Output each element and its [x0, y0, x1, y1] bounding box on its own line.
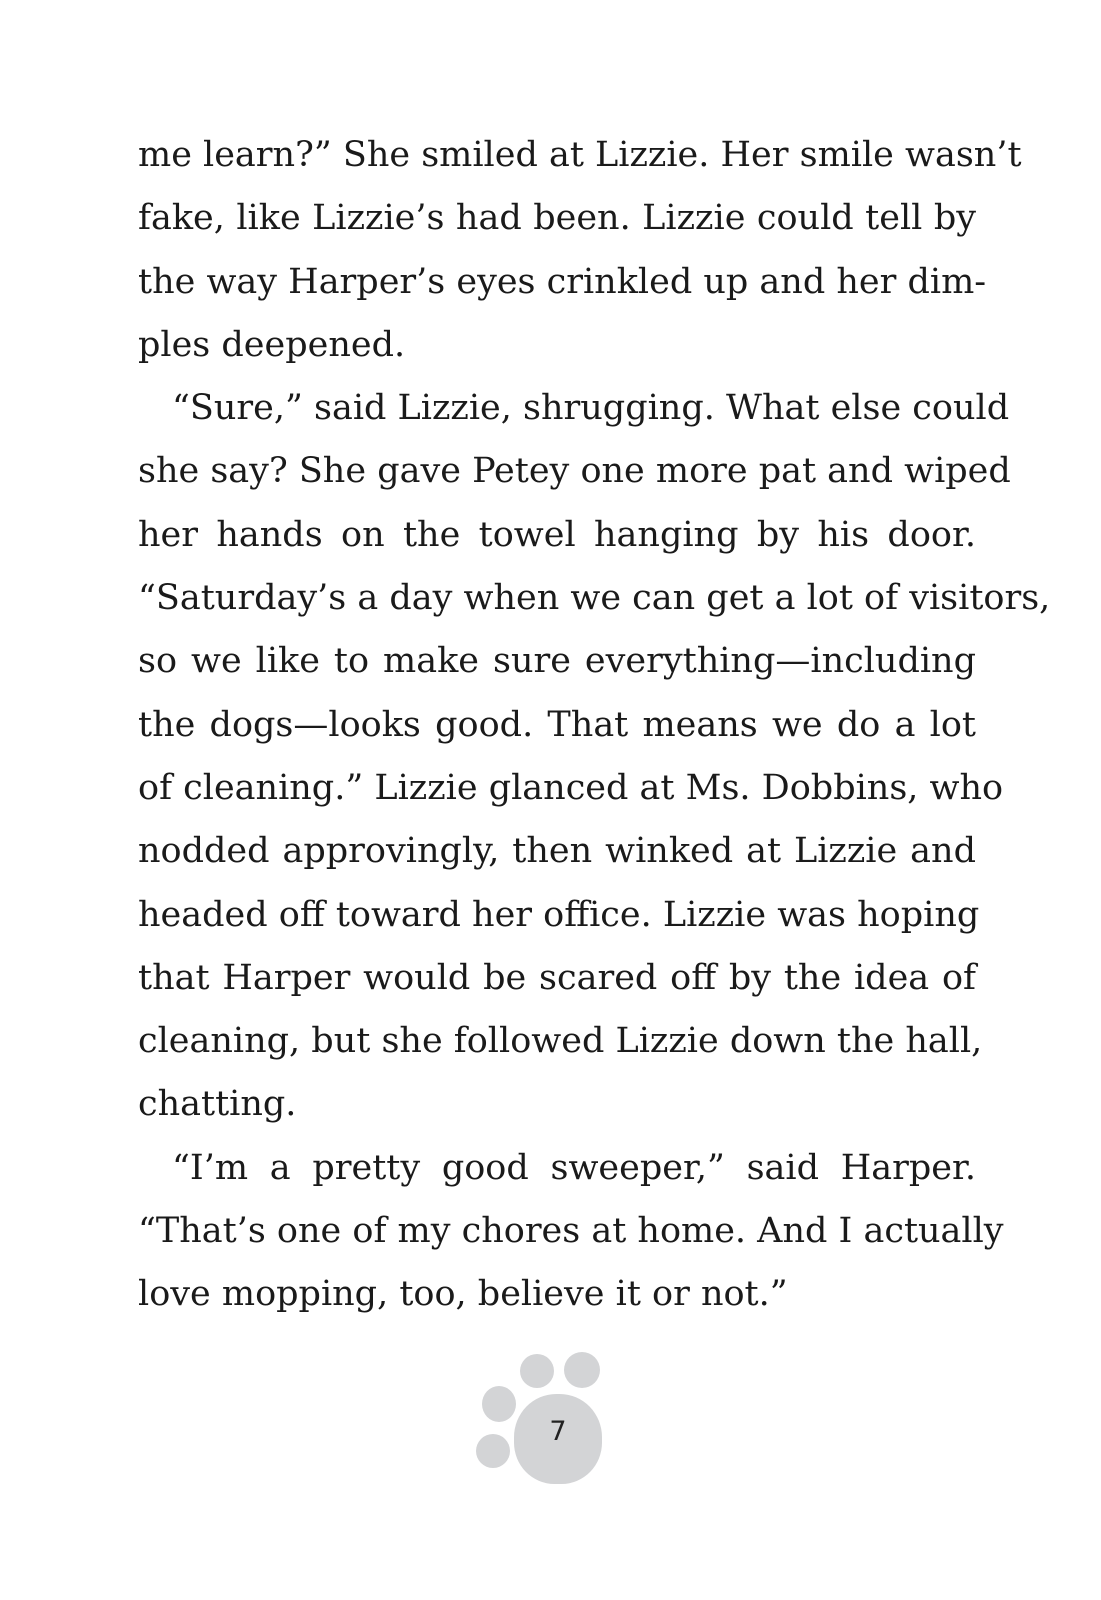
text-line: the way Harper’s eyes crinkled up and her dim-: [138, 261, 987, 302]
text-line: she say? She gave Petey one more pat and wiped: [138, 451, 1011, 492]
body-text: [138, 124, 1051, 1327]
text-line: her hands on the towel hanging by his door.: [138, 514, 976, 555]
text-line: fake, like Lizzie’s had been. Lizzie could tell by: [138, 198, 976, 239]
text-line: chatting.: [138, 1084, 297, 1125]
text-line: “Saturday’s a day when we can get a lot of visitors,: [138, 578, 1051, 619]
text-line: “I’m a pretty good sweeper,” said Harper.: [172, 1147, 976, 1188]
page-number: 7: [549, 1416, 567, 1447]
paw-toe: [476, 1434, 510, 1468]
text-line: me learn?” She smiled at Lizzie. Her smile wasn’t: [138, 135, 1022, 175]
text-line: headed off toward her office. Lizzie was hoping: [138, 894, 980, 935]
text-line: cleaning, but she followed Lizzie down the hall,: [138, 1021, 983, 1062]
text-line: nodded approvingly, then winked at Lizzie and: [138, 831, 976, 872]
text-line: love mopping, too, believe it or not.”: [138, 1274, 788, 1315]
paw-toe: [482, 1386, 516, 1422]
paw-print-icon: [472, 1350, 606, 1486]
text-line: so we like to make sure everything—including: [138, 641, 976, 682]
text-line: ples deepened.: [138, 324, 406, 365]
text-line: of cleaning.” Lizzie glanced at Ms. Dobbins, who: [138, 767, 1004, 808]
paw-toe: [520, 1354, 554, 1388]
text-line: “Sure,” said Lizzie, shrugging. What else could: [172, 388, 1010, 429]
paw-toe: [564, 1352, 600, 1388]
text-line: the dogs—looks good. That means we do a lot: [138, 704, 976, 745]
text-line: that Harper would be scared off by the idea of: [138, 957, 976, 998]
text-line: “That’s one of my chores at home. And I actually: [138, 1211, 1004, 1252]
